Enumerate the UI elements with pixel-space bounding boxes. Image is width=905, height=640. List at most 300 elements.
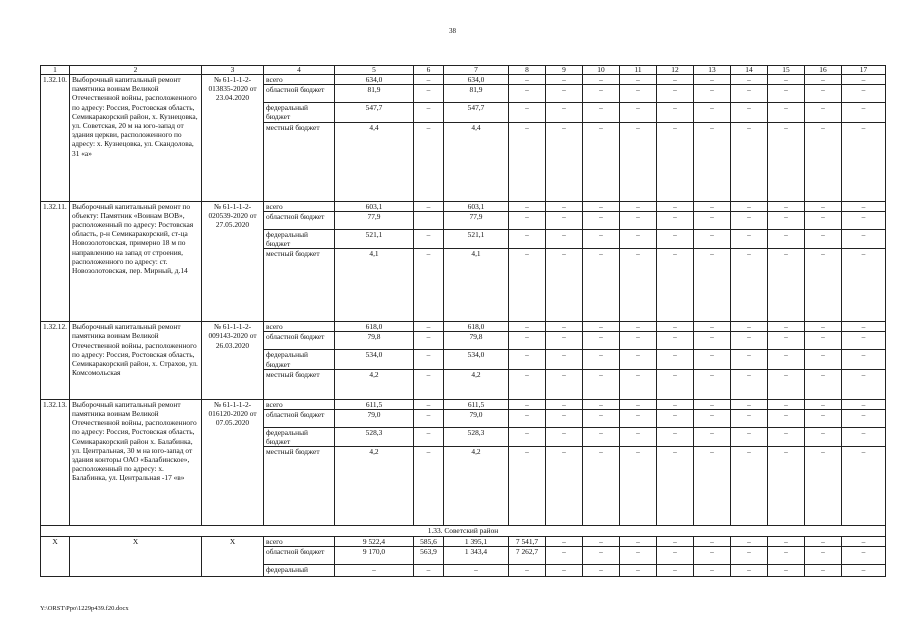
empty-dash: – [583, 103, 620, 122]
empty-dash: – [768, 103, 805, 122]
empty-dash: – [509, 103, 546, 122]
empty-dash: – [768, 249, 805, 322]
empty-dash: – [583, 122, 620, 201]
year-value: – [414, 369, 444, 399]
empty-dash: – [583, 201, 620, 211]
empty-dash: – [731, 428, 768, 447]
summary-x: X [202, 536, 264, 576]
funding-source: местный бюджет [264, 447, 335, 526]
empty-dash: – [509, 447, 546, 526]
total-value: – [335, 564, 414, 576]
year-value: 547,7 [444, 103, 509, 122]
empty-dash: – [731, 201, 768, 211]
empty-dash: – [657, 350, 694, 369]
column-number: 8 [509, 66, 546, 75]
empty-dash: – [657, 546, 694, 564]
empty-dash: – [842, 447, 886, 526]
year-value: – [414, 229, 444, 248]
empty-dash: – [842, 399, 886, 409]
empty-dash: – [620, 322, 657, 332]
year-value: 611,5 [444, 399, 509, 409]
year-value: 521,1 [444, 229, 509, 248]
empty-dash: – [731, 85, 768, 103]
empty-dash: – [657, 322, 694, 332]
empty-dash: – [731, 536, 768, 546]
empty-dash: – [805, 536, 842, 546]
summary-row [41, 536, 886, 546]
empty-dash: – [694, 103, 731, 122]
empty-dash: – [731, 369, 768, 399]
summary-x: X [70, 536, 202, 576]
section-row [41, 526, 886, 536]
empty-dash: – [620, 536, 657, 546]
empty-dash: – [805, 332, 842, 350]
empty-dash: – [842, 369, 886, 399]
column-number: 1 [41, 66, 70, 75]
empty-dash: – [731, 322, 768, 332]
empty-dash: – [768, 229, 805, 248]
empty-dash: – [583, 85, 620, 103]
year-value: – [414, 447, 444, 526]
empty-dash: – [805, 85, 842, 103]
total-value: 634,0 [335, 75, 414, 85]
empty-dash: – [694, 332, 731, 350]
empty-dash: – [694, 249, 731, 322]
empty-dash: – [805, 211, 842, 229]
year-value: 528,3 [444, 428, 509, 447]
empty-dash: – [842, 211, 886, 229]
empty-dash: – [509, 399, 546, 409]
empty-dash: – [583, 447, 620, 526]
empty-dash: – [805, 564, 842, 576]
empty-dash: – [731, 75, 768, 85]
empty-dash: – [546, 564, 583, 576]
empty-dash: – [731, 229, 768, 248]
funding-source: федеральный [264, 564, 335, 576]
empty-dash: – [546, 122, 583, 201]
empty-dash: – [620, 350, 657, 369]
empty-dash: – [694, 410, 731, 428]
empty-dash: – [509, 369, 546, 399]
funding-source: всего [264, 536, 335, 546]
year-value: 618,0 [444, 322, 509, 332]
year-value: – [414, 122, 444, 201]
total-value: 603,1 [335, 201, 414, 211]
empty-dash: – [731, 564, 768, 576]
empty-dash: – [694, 201, 731, 211]
column-number: 11 [620, 66, 657, 75]
funding-source: местный бюджет [264, 249, 335, 322]
total-value: 9 170,0 [335, 546, 414, 564]
empty-dash: – [731, 249, 768, 322]
empty-dash: – [620, 428, 657, 447]
funding-source: федеральный бюджет [264, 229, 335, 248]
funding-source: областной бюджет [264, 211, 335, 229]
empty-dash: – [509, 201, 546, 211]
column-number: 16 [805, 66, 842, 75]
empty-dash: – [546, 85, 583, 103]
empty-dash: – [583, 332, 620, 350]
empty-dash: – [546, 350, 583, 369]
year-value: – [509, 564, 546, 576]
total-value: 618,0 [335, 322, 414, 332]
empty-dash: – [657, 211, 694, 229]
year-value: – [414, 564, 444, 576]
year-value: – [444, 564, 509, 576]
empty-dash: – [768, 399, 805, 409]
empty-dash: – [694, 564, 731, 576]
empty-dash: – [805, 103, 842, 122]
empty-dash: – [768, 350, 805, 369]
empty-dash: – [620, 249, 657, 322]
empty-dash: – [620, 447, 657, 526]
empty-dash: – [509, 249, 546, 322]
empty-dash: – [583, 75, 620, 85]
empty-dash: – [546, 332, 583, 350]
empty-dash: – [583, 350, 620, 369]
empty-dash: – [657, 229, 694, 248]
year-value: – [414, 428, 444, 447]
item-number: 1.32.13. [41, 399, 70, 526]
empty-dash: – [768, 201, 805, 211]
empty-dash: – [842, 546, 886, 564]
empty-dash: – [842, 229, 886, 248]
empty-dash: – [583, 229, 620, 248]
empty-dash: – [620, 546, 657, 564]
empty-dash: – [842, 103, 886, 122]
empty-dash: – [768, 122, 805, 201]
empty-dash: – [509, 322, 546, 332]
empty-dash: – [583, 399, 620, 409]
empty-dash: – [546, 249, 583, 322]
year-value: 4,2 [444, 369, 509, 399]
empty-dash: – [805, 399, 842, 409]
empty-dash: – [731, 332, 768, 350]
empty-dash: – [546, 322, 583, 332]
empty-dash: – [842, 564, 886, 576]
empty-dash: – [694, 399, 731, 409]
year-value: – [414, 410, 444, 428]
file-path: Y:\ORST\Ppo\1229p439.f20.docx [40, 605, 129, 612]
empty-dash: – [546, 536, 583, 546]
empty-dash: – [694, 447, 731, 526]
empty-dash: – [694, 85, 731, 103]
empty-dash: – [583, 369, 620, 399]
year-value: – [414, 332, 444, 350]
year-value: – [414, 103, 444, 122]
empty-dash: – [583, 211, 620, 229]
empty-dash: – [583, 410, 620, 428]
summary-x: X [41, 536, 70, 576]
empty-dash: – [657, 410, 694, 428]
empty-dash: – [731, 122, 768, 201]
empty-dash: – [768, 536, 805, 546]
year-value: 603,1 [444, 201, 509, 211]
total-value: 81,9 [335, 85, 414, 103]
column-number: 13 [694, 66, 731, 75]
empty-dash: – [842, 322, 886, 332]
empty-dash: – [805, 122, 842, 201]
empty-dash: – [731, 546, 768, 564]
total-value: 4,4 [335, 122, 414, 201]
empty-dash: – [805, 410, 842, 428]
empty-dash: – [509, 122, 546, 201]
empty-dash: – [768, 332, 805, 350]
total-value: 79,8 [335, 332, 414, 350]
empty-dash: – [620, 201, 657, 211]
year-value: 534,0 [444, 350, 509, 369]
empty-dash: – [509, 211, 546, 229]
empty-dash: – [546, 103, 583, 122]
empty-dash: – [546, 546, 583, 564]
empty-dash: – [657, 122, 694, 201]
total-value: 4,2 [335, 369, 414, 399]
table-row [41, 322, 886, 332]
year-value: 585,6 [414, 536, 444, 546]
empty-dash: – [620, 211, 657, 229]
empty-dash: – [768, 428, 805, 447]
empty-dash: – [583, 536, 620, 546]
empty-dash: – [842, 201, 886, 211]
empty-dash: – [768, 447, 805, 526]
funding-source: федеральный бюджет [264, 428, 335, 447]
empty-dash: – [694, 536, 731, 546]
empty-dash: – [546, 447, 583, 526]
column-number: 14 [731, 66, 768, 75]
total-value: 79,0 [335, 410, 414, 428]
empty-dash: – [694, 546, 731, 564]
year-value: – [414, 201, 444, 211]
permit-document: № 61-1-1-2-013835-2020 от 23.04.2020 [202, 75, 264, 202]
item-description: Выборочный капитальный ремонт памятника воинам Великой Отечественной войны, расположенного по адресу: Россия, Ростовская область, Семикаракорский район х. Балабинка, ул. Центральная, 30 м на юго-запад от здания конторы ОАО «Балабинское», расположенный по адресу: х. Балабинка, ул. Центральная -17 «в» [70, 399, 202, 526]
year-value: 4,4 [444, 122, 509, 201]
empty-dash: – [842, 122, 886, 201]
empty-dash: – [620, 369, 657, 399]
empty-dash: – [509, 75, 546, 85]
budget-table [40, 65, 886, 577]
empty-dash: – [620, 410, 657, 428]
empty-dash: – [546, 399, 583, 409]
empty-dash: – [694, 211, 731, 229]
total-value: 534,0 [335, 350, 414, 369]
empty-dash: – [620, 122, 657, 201]
empty-dash: – [546, 369, 583, 399]
empty-dash: – [694, 322, 731, 332]
empty-dash: – [842, 428, 886, 447]
item-number: 1.32.12. [41, 322, 70, 400]
empty-dash: – [620, 75, 657, 85]
empty-dash: – [805, 75, 842, 85]
item-number: 1.32.10. [41, 75, 70, 202]
empty-dash: – [509, 410, 546, 428]
total-value: 521,1 [335, 229, 414, 248]
column-number: 12 [657, 66, 694, 75]
empty-dash: – [805, 249, 842, 322]
empty-dash: – [657, 332, 694, 350]
year-value: – [414, 85, 444, 103]
empty-dash: – [805, 369, 842, 399]
empty-dash: – [694, 428, 731, 447]
funding-source: федеральный бюджет [264, 103, 335, 122]
year-value: 4,2 [444, 447, 509, 526]
empty-dash: – [546, 75, 583, 85]
permit-document: № 61-1-1-2-016120-2020 от 07.05.2020 [202, 399, 264, 526]
year-value: – [414, 322, 444, 332]
funding-source: местный бюджет [264, 369, 335, 399]
item-description: Выборочный капитальный ремонт памятника воинам Великой Отечественной войны, расположенного по адресу: Россия, Ростовская область, Семикаракорский район, х. Страхов, ул. Комсомольская [70, 322, 202, 400]
empty-dash: – [546, 428, 583, 447]
total-value: 4,1 [335, 249, 414, 322]
empty-dash: – [805, 201, 842, 211]
empty-dash: – [657, 369, 694, 399]
empty-dash: – [805, 428, 842, 447]
total-value: 4,2 [335, 447, 414, 526]
total-value: 77,9 [335, 211, 414, 229]
empty-dash: – [657, 85, 694, 103]
column-number: 9 [546, 66, 583, 75]
year-value: – [414, 399, 444, 409]
year-value: – [414, 249, 444, 322]
empty-dash: – [768, 564, 805, 576]
empty-dash: – [731, 103, 768, 122]
year-value: 4,1 [444, 249, 509, 322]
empty-dash: – [657, 428, 694, 447]
funding-source: всего [264, 322, 335, 332]
empty-dash: – [768, 546, 805, 564]
year-value: 79,8 [444, 332, 509, 350]
column-number-row [41, 66, 886, 75]
empty-dash: – [509, 85, 546, 103]
empty-dash: – [694, 75, 731, 85]
empty-dash: – [805, 322, 842, 332]
column-number: 5 [335, 66, 414, 75]
empty-dash: – [768, 75, 805, 85]
funding-source: федеральный бюджет [264, 350, 335, 369]
year-value [414, 211, 444, 229]
empty-dash: – [842, 75, 886, 85]
empty-dash: – [620, 564, 657, 576]
empty-dash: – [509, 350, 546, 369]
table-row [41, 399, 886, 409]
total-value: 528,3 [335, 428, 414, 447]
year-value: 79,0 [444, 410, 509, 428]
empty-dash: – [583, 564, 620, 576]
funding-source: областной бюджет [264, 546, 335, 564]
column-number: 17 [842, 66, 886, 75]
empty-dash: – [805, 447, 842, 526]
empty-dash: – [805, 229, 842, 248]
column-number: 3 [202, 66, 264, 75]
empty-dash: – [842, 332, 886, 350]
empty-dash: – [657, 564, 694, 576]
total-value: 611,5 [335, 399, 414, 409]
empty-dash: – [546, 211, 583, 229]
empty-dash: – [509, 229, 546, 248]
funding-source: местный бюджет [264, 122, 335, 201]
year-value: 634,0 [444, 75, 509, 85]
empty-dash: – [731, 447, 768, 526]
empty-dash: – [657, 103, 694, 122]
funding-source: всего [264, 201, 335, 211]
empty-dash: – [731, 211, 768, 229]
empty-dash: – [657, 75, 694, 85]
year-value: 1 395,1 [444, 536, 509, 546]
empty-dash: – [731, 410, 768, 428]
column-number: 10 [583, 66, 620, 75]
empty-dash: – [509, 332, 546, 350]
empty-dash: – [768, 410, 805, 428]
empty-dash: – [768, 322, 805, 332]
empty-dash: – [546, 201, 583, 211]
section-title: 1.33. Советский район [41, 526, 886, 536]
year-value: – [414, 350, 444, 369]
empty-dash: – [657, 399, 694, 409]
empty-dash: – [694, 350, 731, 369]
page-number: 38 [449, 27, 456, 35]
column-number: 6 [414, 66, 444, 75]
empty-dash: – [694, 122, 731, 201]
table-row [41, 75, 886, 85]
funding-source: областной бюджет [264, 85, 335, 103]
empty-dash: – [657, 536, 694, 546]
column-number: 4 [264, 66, 335, 75]
item-description: Выборочный капитальный ремонт памятника воинам Великой Отечественной войны, расположенного по адресу: Россия, Ростовская область, Семикаракорский район, х. Кузнецовка, ул. Советская, 20 м на юго-запад от здания церкви, расположенного по адресу: х. Кузнецовка, ул. Скандолова, 31 «а» [70, 75, 202, 202]
total-value: 547,7 [335, 103, 414, 122]
empty-dash: – [583, 428, 620, 447]
empty-dash: – [657, 249, 694, 322]
empty-dash: – [694, 369, 731, 399]
empty-dash: – [583, 322, 620, 332]
funding-source: областной бюджет [264, 410, 335, 428]
total-value: 9 522,4 [335, 536, 414, 546]
empty-dash: – [731, 350, 768, 369]
empty-dash: – [620, 399, 657, 409]
empty-dash: – [842, 536, 886, 546]
empty-dash: – [768, 369, 805, 399]
column-number: 2 [70, 66, 202, 75]
year-value: 77,9 [444, 211, 509, 229]
empty-dash: – [842, 249, 886, 322]
item-description: Выборочный капитальный ремонт по объекту: Памятник «Воинам ВОВ», расположенный по адресу: Ростовская область, р-н Семикаракорский, ст-ца Новозолотовская, примерно 18 м по направлению на запад от строения, расположенного по адресу: ст. Новозолотовская, пер. Мирный, д.14 [70, 201, 202, 322]
funding-source: областной бюджет [264, 332, 335, 350]
permit-document: № 61-1-1-2-020539-2020 от 27.05.2020 [202, 201, 264, 322]
empty-dash: – [620, 85, 657, 103]
empty-dash: – [842, 85, 886, 103]
empty-dash: – [509, 428, 546, 447]
empty-dash: – [546, 229, 583, 248]
empty-dash: – [731, 399, 768, 409]
year-value: 7 262,7 [509, 546, 546, 564]
empty-dash: – [620, 229, 657, 248]
empty-dash: – [620, 332, 657, 350]
empty-dash: – [805, 546, 842, 564]
column-number: 15 [768, 66, 805, 75]
empty-dash: – [583, 249, 620, 322]
empty-dash: – [768, 211, 805, 229]
column-number: 7 [444, 66, 509, 75]
funding-source: всего [264, 399, 335, 409]
empty-dash: – [842, 410, 886, 428]
year-value: 7 541,7 [509, 536, 546, 546]
table-row [41, 201, 886, 211]
year-value: 563,9 [414, 546, 444, 564]
empty-dash: – [620, 103, 657, 122]
empty-dash: – [694, 229, 731, 248]
empty-dash: – [657, 201, 694, 211]
empty-dash: – [546, 410, 583, 428]
year-value: – [414, 75, 444, 85]
empty-dash: – [583, 546, 620, 564]
